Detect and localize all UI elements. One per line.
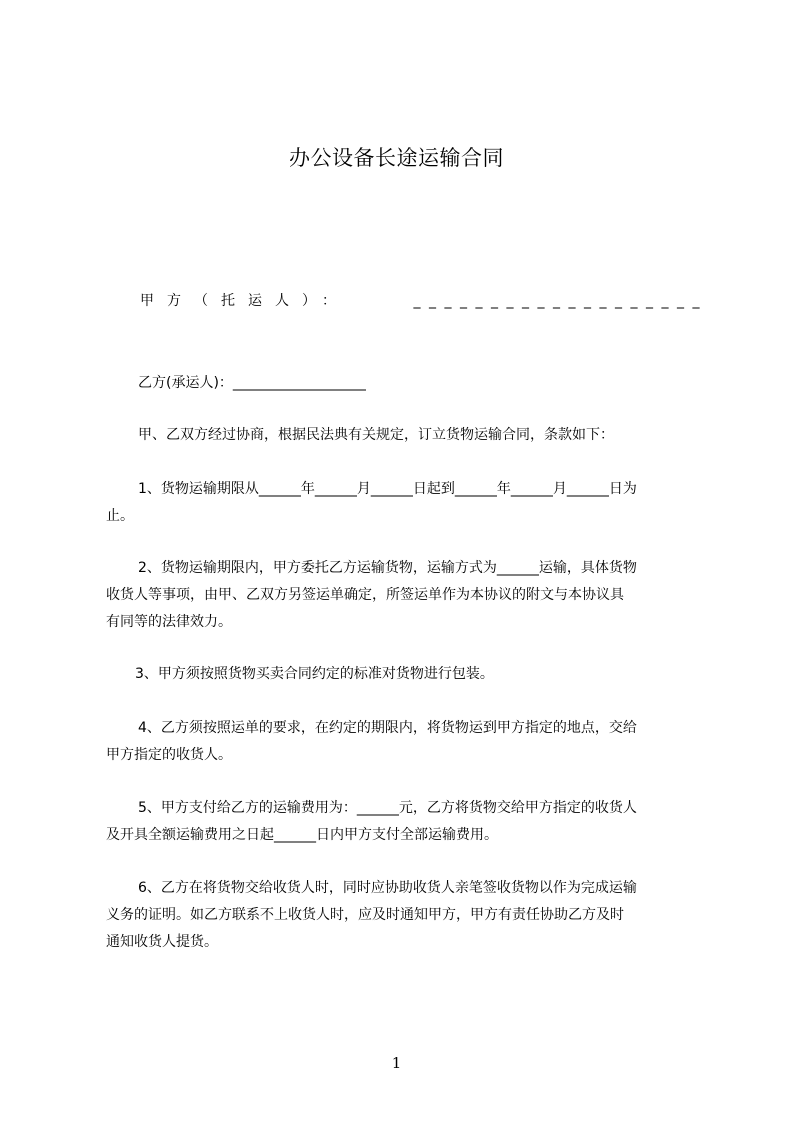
intro-paragraph: 甲、乙双方经过协商，根据民法典有关规定，订立货物运输合同，条款如下： (138, 427, 614, 443)
clause-2-line-1: 2、货物运输期限内，甲方委托乙方运输货物，运输方式为______运输，具体货物 (138, 560, 637, 576)
clause-6-line-1: 6、乙方在将货物交给收货人时，同时应协助收货人亲笔签收货物以作为完成运输 (138, 880, 637, 896)
page-number: 1 (391, 1054, 402, 1072)
clause-2-line-3: 有同等的法律效力。 (106, 614, 232, 630)
clause-2-line-2: 收货人等事项，由甲、乙双方另签运单确定，所签运单作为本协议的附文与本协议具 (106, 587, 624, 603)
clause-4-line-2: 甲方指定的收货人。 (106, 747, 232, 763)
clause-1-line-2: 止。 (106, 508, 134, 524)
clause-4-line-1: 4、乙方须按照运单的要求，在约定的期限内，将货物运到甲方指定的地点，交给 (138, 720, 637, 736)
clause-6-line-3: 通知收货人提货。 (106, 934, 218, 950)
party-a-blank: ___________________ (413, 293, 708, 309)
clause-1-line-1: 1、货物运输期限从______年______月______日起到______年______月______日为 (138, 481, 637, 497)
clause-5-line-1: 5、甲方支付给乙方的运输费用为：______元，乙方将货物交给甲方指定的收货人 (138, 800, 637, 816)
clause-6-line-2: 义务的证明。如乙方联系不上收货人时，应及时通知甲方，甲方有责任协助乙方及时 (106, 907, 624, 923)
clause-5-line-2: 及开具全额运输费用之日起______日内甲方支付全部运输费用。 (106, 827, 498, 843)
party-a-label: 甲方（托运人）： (140, 293, 349, 309)
clause-3-line-1: 3、甲方须按照货物买卖合同约定的标准对货物进行包装。 (135, 666, 494, 682)
party-b-line: 乙方(承运人)：___________________ (138, 375, 366, 391)
document-title: 办公设备长途运输合同 (289, 146, 504, 170)
party-a-line (140, 291, 708, 311)
